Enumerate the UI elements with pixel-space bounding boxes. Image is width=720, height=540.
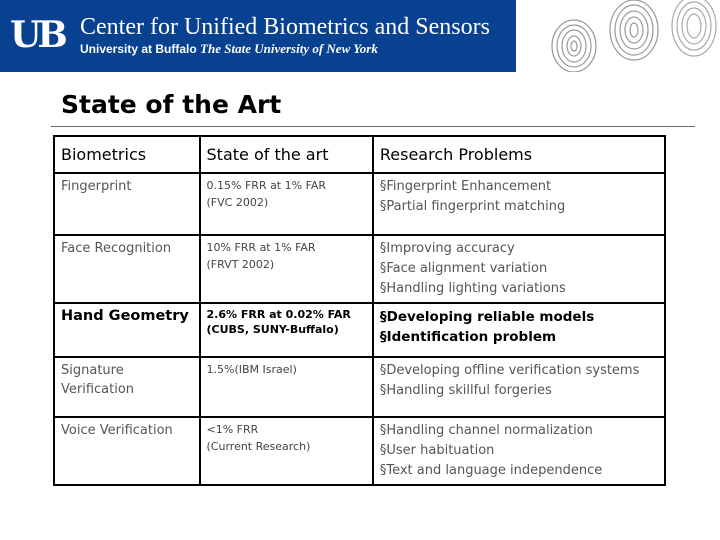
research-problems-cell <box>373 303 665 357</box>
problem-item: §Partial fingerprint matching <box>379 199 566 214</box>
problem-item: §Face alignment variation <box>379 261 548 276</box>
biometric-name: Hand Geometry <box>54 303 200 357</box>
problem-item: §User habituation <box>379 443 495 458</box>
state-of-art-table <box>53 135 666 486</box>
state-value: 1.5%(IBM Israel) <box>206 363 297 376</box>
problem-item: §Handling lighting variations <box>379 281 566 296</box>
problem-item: §Text and language independence <box>379 463 603 478</box>
table-row <box>54 235 665 303</box>
state-value: 10% FRR at 1% FAR <box>206 241 316 254</box>
state-of-art-cell <box>200 357 373 417</box>
state-value: 2.6% FRR at 0.02% FAR <box>206 308 351 321</box>
table-row <box>54 357 665 417</box>
problem-item: §Developing offline verification systems <box>379 363 640 378</box>
problem-item: §Developing reliable models <box>379 309 595 325</box>
state-of-art-cell <box>200 173 373 235</box>
state-of-art-cell <box>200 235 373 303</box>
fingerprint-icon <box>610 0 658 60</box>
header-biometrics: Biometrics <box>54 136 200 173</box>
research-problems-cell <box>373 173 665 235</box>
ub-logo: UB <box>10 14 64 56</box>
problem-item: §Fingerprint Enhancement <box>379 179 552 194</box>
org-subtitle <box>80 41 378 57</box>
state-value: (Current Research) <box>206 440 311 453</box>
university-tagline: The State University of New York <box>200 41 378 56</box>
biometric-name: Face Recognition <box>54 235 200 303</box>
table-row <box>54 303 665 357</box>
org-title: Center for Unified Biometrics and Sensors <box>80 14 490 40</box>
problem-item: §Handling skillful forgeries <box>379 383 552 398</box>
state-value: (FVC 2002) <box>206 196 269 209</box>
problem-item: §Handling channel normalization <box>379 423 593 438</box>
fingerprint-icon <box>672 0 716 56</box>
research-problems-cell <box>373 417 665 485</box>
biometric-name: Fingerprint <box>54 173 200 235</box>
fingerprint-icon <box>552 20 596 72</box>
header-state-of-the-art: State of the art <box>200 136 373 173</box>
state-of-art-cell <box>200 417 373 485</box>
fingerprint-images <box>516 0 720 72</box>
header-research-problems: Research Problems <box>373 136 665 173</box>
table-header-row <box>54 136 665 173</box>
biometric-name: Voice Verification <box>54 417 200 485</box>
header-banner <box>0 0 516 72</box>
state-value: <1% FRR <box>206 423 259 436</box>
biometric-name: Signature Verification <box>54 357 200 417</box>
table-row <box>54 173 665 235</box>
university-name: University at Buffalo <box>80 42 197 56</box>
research-problems-cell <box>373 357 665 417</box>
state-value: (FRVT 2002) <box>206 258 275 271</box>
research-problems-cell <box>373 235 665 303</box>
page-title: State of the Art <box>61 90 282 119</box>
title-divider <box>51 126 695 127</box>
table-row <box>54 417 665 485</box>
problem-item: §Identification problem <box>379 329 557 345</box>
state-value: 0.15% FRR at 1% FAR <box>206 179 327 192</box>
problem-item: §Improving accuracy <box>379 241 515 256</box>
state-value: (CUBS, SUNY-Buffalo) <box>206 323 339 336</box>
state-of-art-cell <box>200 303 373 357</box>
